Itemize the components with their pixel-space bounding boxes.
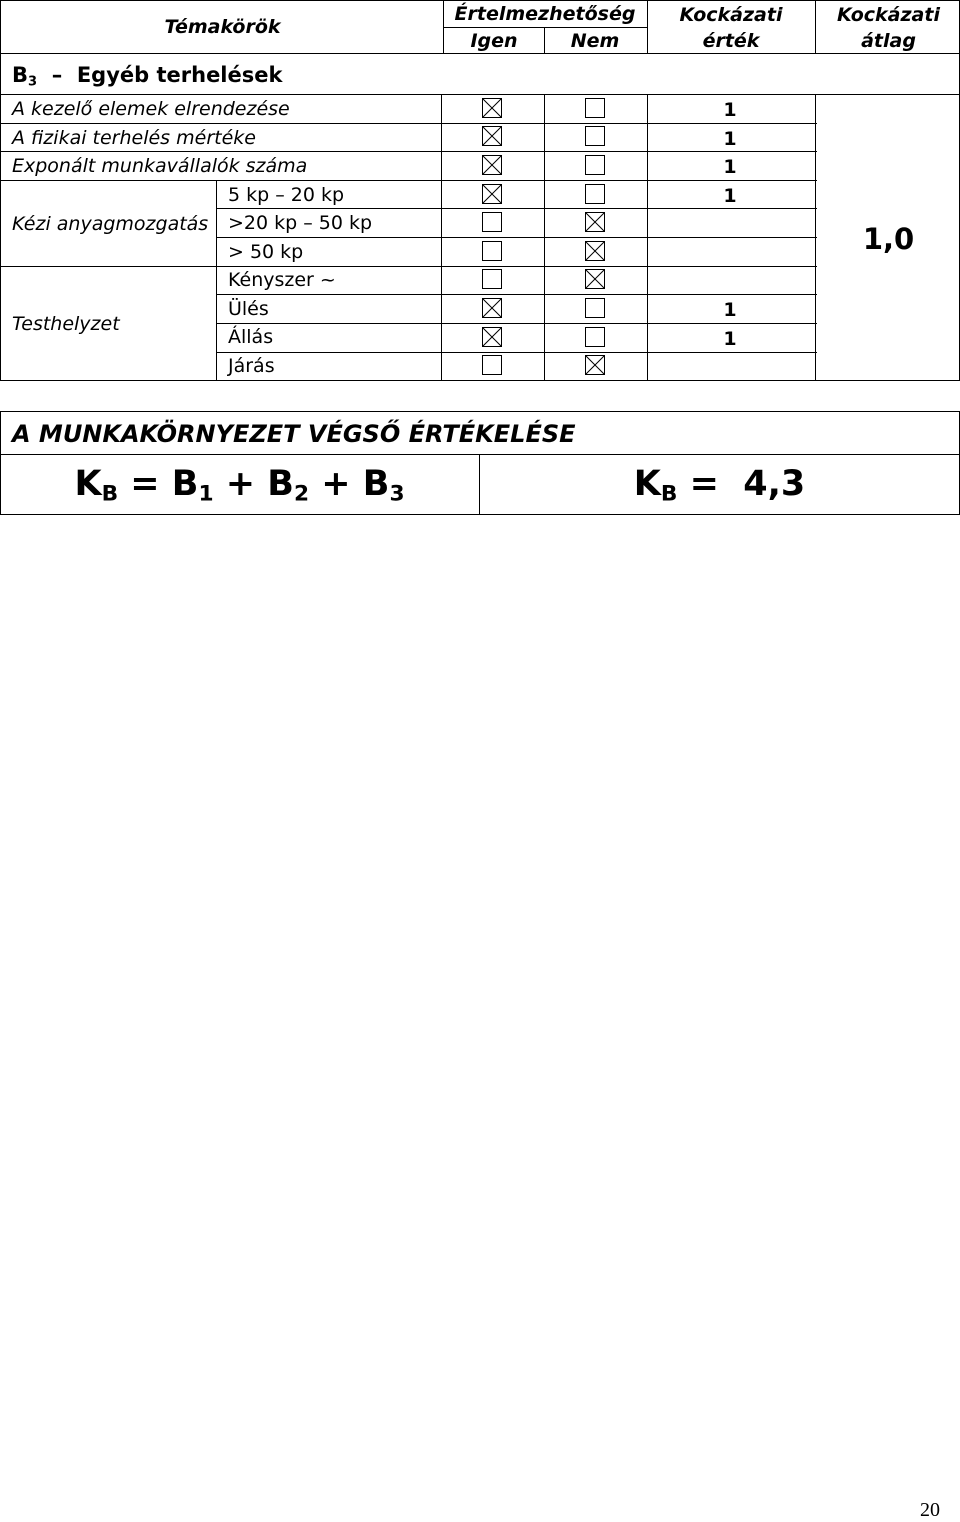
header-risk-average-line2: átlag: [861, 30, 916, 52]
formula-k-sub: B: [101, 481, 119, 507]
line: [443, 0, 444, 54]
formula-b3: B: [362, 464, 390, 504]
risk-value-row-2: 1: [723, 128, 737, 150]
checkbox-yes[interactable]: [482, 98, 502, 118]
row-label-5-20kp: 5 kp – 20 kp: [228, 184, 345, 206]
formula-b2-sub: 2: [293, 481, 310, 507]
header-risk-value-line2: érték: [702, 30, 760, 52]
line: [544, 27, 545, 54]
header-interpretability: Értelmezhetőség: [454, 3, 636, 25]
line: [216, 323, 817, 324]
row-label-walking: Járás: [228, 355, 275, 377]
checkbox-yes[interactable]: [482, 355, 502, 375]
line: [0, 266, 817, 267]
page-number: 20: [920, 1499, 940, 1521]
line: [544, 94, 545, 380]
row-label-over-50kp: > 50 kp: [228, 241, 304, 263]
checkbox-no[interactable]: [585, 212, 605, 232]
header-risk-average-line1: Kockázati: [837, 4, 940, 26]
line: [0, 53, 960, 54]
formula-b2: B: [267, 464, 294, 504]
checkbox-yes[interactable]: [482, 155, 502, 175]
result-k: K: [633, 464, 661, 504]
formula-eq: =: [130, 464, 160, 504]
line: [0, 0, 1, 381]
row-label-sitting: Ülés: [228, 298, 269, 320]
formula-b1-sub: 1: [198, 481, 214, 507]
line: [0, 94, 960, 95]
checkbox-yes[interactable]: [482, 184, 502, 204]
line: [647, 0, 648, 54]
line: [0, 380, 960, 381]
result-value: 4,3: [743, 464, 806, 504]
checkbox-no[interactable]: [585, 241, 605, 261]
checkbox-no[interactable]: [585, 269, 605, 289]
header-yes: Igen: [470, 30, 518, 52]
line: [0, 454, 960, 455]
group-label-manual-handling: Kézi anyagmozgatás: [12, 213, 209, 235]
section-title: $B_3$ – Egyéb terhelések: [12, 63, 283, 90]
risk-value-row-3: 1: [723, 156, 737, 178]
header-risk-value-line1: Kockázati: [679, 4, 783, 26]
line: [216, 352, 817, 353]
section-code: B: [12, 63, 29, 87]
section-title-text: Egyéb terhelések: [76, 63, 283, 87]
line: [216, 208, 817, 209]
line: [815, 0, 816, 54]
line: [0, 151, 817, 152]
line: [441, 94, 442, 380]
formula-plus1: +: [225, 464, 256, 504]
line: [647, 94, 648, 380]
result-k-sub: B: [660, 481, 678, 507]
risk-value-row-8: 1: [723, 299, 737, 321]
row-label-physical-load: A fizikai terhelés mértéke: [12, 127, 256, 149]
checkbox-no[interactable]: [585, 155, 605, 175]
header-risk-average: [817, 2, 960, 54]
formula-b3-sub: 3: [389, 481, 405, 507]
risk-value-row-9: 1: [723, 328, 737, 350]
line: [0, 514, 960, 515]
checkbox-no[interactable]: [585, 98, 605, 118]
row-label-controls-layout: A kezelő elemek elrendezése: [12, 98, 290, 120]
checkbox-yes[interactable]: [482, 126, 502, 146]
row-label-standing: Állás: [228, 326, 274, 348]
line: [0, 0, 960, 1]
risk-value-row-1: 1: [723, 99, 737, 121]
header-risk-value: [647, 2, 815, 54]
risk-value-row-4: 1: [723, 185, 737, 207]
row-label-20-50kp: >20 kp – 50 kp: [228, 212, 373, 234]
checkbox-no[interactable]: [585, 327, 605, 347]
line: [0, 123, 817, 124]
line: [0, 411, 960, 412]
row-label-exposed-workers: Exponált munkavállalók száma: [12, 155, 308, 177]
line: [443, 27, 647, 28]
risk-average: 1,0: [862, 222, 915, 256]
final-result: [479, 462, 960, 506]
header-topics: Témakörök: [164, 16, 281, 38]
final-evaluation-title: A MUNKAKÖRNYEZET VÉGSŐ ÉRTÉKELÉSE: [12, 420, 576, 448]
header-no: Nem: [570, 30, 620, 52]
section-code-sub: 3: [28, 74, 38, 90]
formula-plus2: +: [321, 464, 351, 504]
checkbox-no[interactable]: [585, 298, 605, 318]
line: [216, 180, 217, 380]
formula-b1: B: [171, 464, 199, 504]
checkbox-yes[interactable]: [482, 327, 502, 347]
formula: [0, 462, 479, 506]
checkbox-yes[interactable]: [482, 212, 502, 232]
line: [815, 94, 816, 380]
checkbox-yes[interactable]: [482, 241, 502, 261]
checkbox-no[interactable]: [585, 355, 605, 375]
line: [216, 294, 817, 295]
checkbox-yes[interactable]: [482, 298, 502, 318]
checkbox-no[interactable]: [585, 184, 605, 204]
row-label-forced: Kényszer ~: [228, 269, 336, 291]
line: [0, 180, 817, 181]
checkbox-yes[interactable]: [482, 269, 502, 289]
result-eq: =: [689, 464, 719, 504]
line: [216, 237, 817, 238]
checkbox-no[interactable]: [585, 126, 605, 146]
formula-k: K: [74, 464, 102, 504]
group-label-posture: Testhelyzet: [12, 313, 120, 335]
